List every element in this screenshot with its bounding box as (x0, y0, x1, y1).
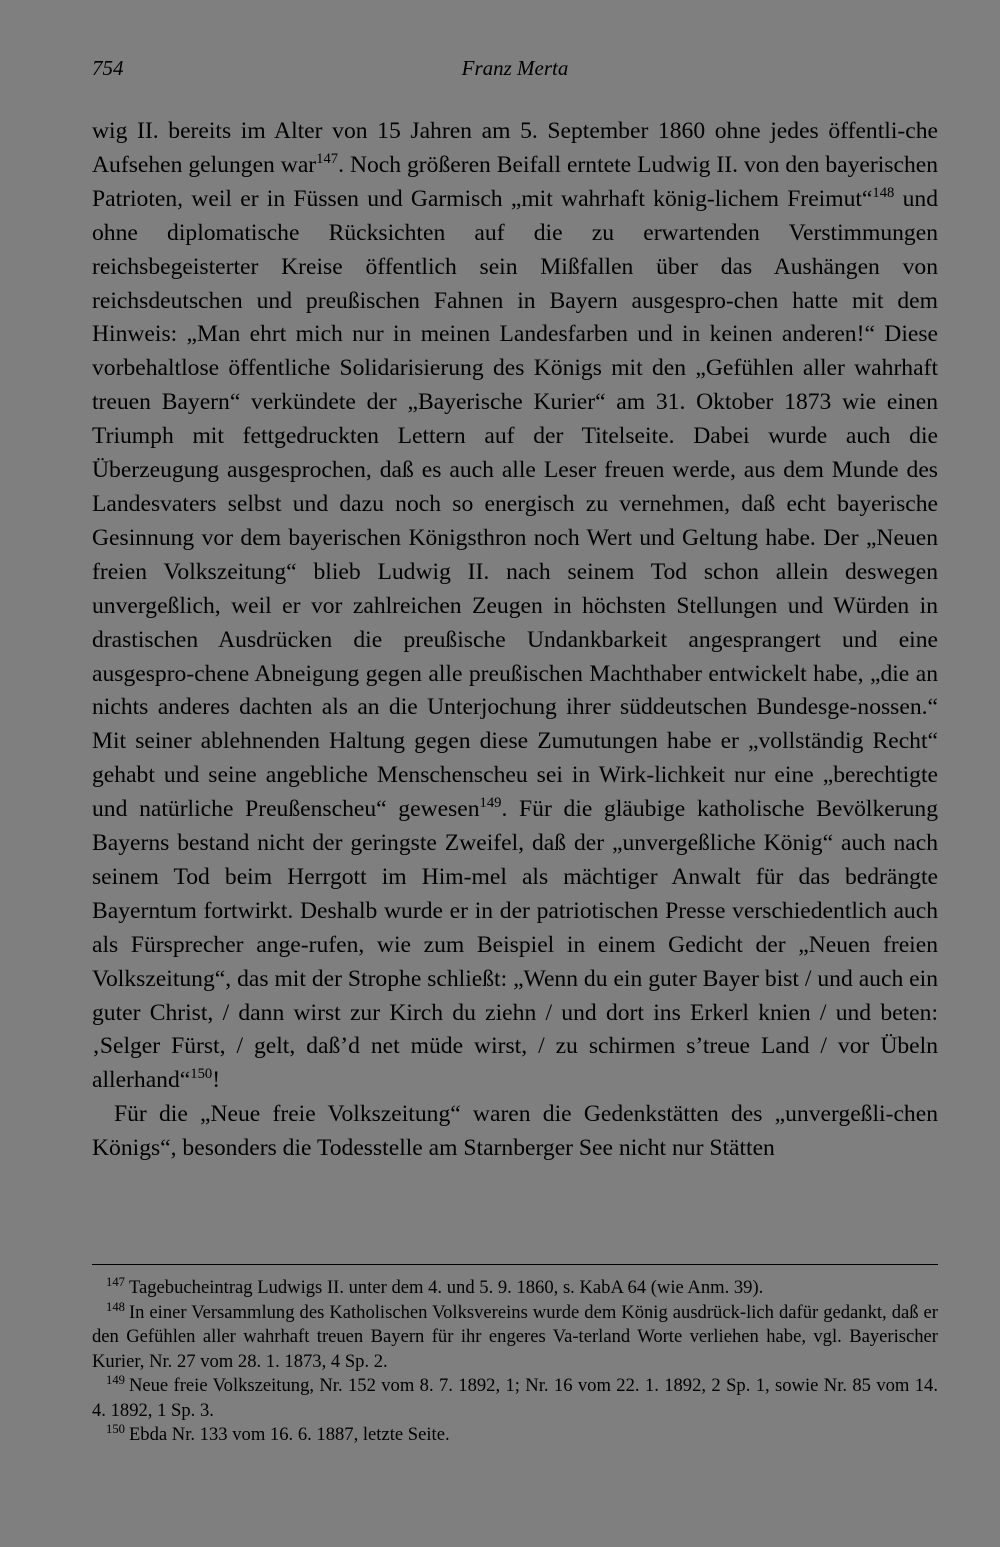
footnote-150 (92, 1423, 938, 1448)
page-number: 754 (92, 56, 124, 80)
running-head: Franz Merta (461, 56, 569, 80)
footnote-149 (92, 1374, 938, 1423)
footnote-number: 149 (106, 1373, 125, 1388)
text-run: ! (212, 1067, 221, 1094)
footnote-ref-150: 150 (190, 1066, 213, 1083)
body-text (92, 115, 938, 1166)
footnote-separator (92, 1264, 938, 1265)
footnote-number: 150 (106, 1422, 125, 1437)
paragraph-1 (92, 115, 938, 1098)
footnote-number: 147 (106, 1275, 125, 1290)
text-run: . Für die gläubige katholische Bevölkerung Bayerns bestand nicht der geringste Zweifel, daß der „unvergeßliche König“ auch nach seinem Tod beim Herrgott im Him-mel als mächtiger Anwalt für das bedrängte Bayerntum fortwirkt. Deshalb wurde er in der patriotischen Presse verschiedentlich auch als Fürsprecher ange-rufen, wie zum Beispiel in einem Gedicht der „Neuen freien Volkszeitung“, das mit der Strophe schließt: „Wenn du ein guter Bayer bist / und auch ein guter Christ, / dann wirst zur Kirch du ziehn / und dort ins Erkerl knien / und beten: ‚Selger Fürst, / gelt, daß’d net müde wirst, / zu schirmen s’treue Land / vor Übeln allerhand“ (92, 796, 938, 1094)
footnote-text: Ebda Nr. 133 vom 16. 6. 1887, letzte Seite. (128, 1424, 450, 1445)
footnote-text: In einer Versammlung des Katholischen Volksvereins wurde dem König ausdrück-lich dafür gedankt, daß er den Gefühlen aller wahrhaft treuen Bayern für ihr engeres Va-terland Worte verliehen habe, vgl. Bayerischer Kurier, Nr. 27 vom 28. 1. 1873, 4 Sp. 2. (92, 1301, 938, 1372)
footnote-text: Tagebucheintrag Ludwigs II. unter dem 4. und 5. 9. 1860, s. KabA 64 (wie Anm. 39). (128, 1277, 764, 1298)
text-run: . Noch größeren Beifall erntete Ludwig II. von den bayerischen Patrioten, weil er in Füssen und Garmisch „mit wahrhaft könig-lichem Freimut“ (92, 151, 939, 212)
footnote-text: Neue freie Volkszeitung, Nr. 152 vom 8. 7. 1892, 1; Nr. 16 vom 22. 1. 1892, 2 Sp. 1, sowie Nr. 85 vom 14. 4. 1892, 1 Sp. 3. (92, 1375, 938, 1421)
text-run: wig II. bereits im Alter von 15 Jahren am 5. September 1860 ohne jedes öffentli-che Aufsehen gelungen war (92, 118, 938, 178)
footnote-ref-148: 148 (872, 184, 895, 201)
page-header (92, 56, 938, 86)
footnote-148 (92, 1301, 938, 1375)
text-run: und ohne diplomatische Rücksichten auf die zu erwartenden Verstimmungen reichsbegeisterter Kreise öffentlich sein Mißfallen über das Aushängen von reichsdeutschen und preußischen Fahnen in Bayern ausgespro-chen hatte mit dem Hinweis: „Man ehrt mich nur in meinen Landesfarben und in keinen anderen!“ Diese vorbehaltlose öffentliche Solidarisierung des Königs mit den „Gefühlen aller wahrhaft treuen Bayern“ verkündete der „Bayerische Kurier“ am 31. Oktober 1873 wie einen Triumph mit fettgedruckten Lettern auf der Titelseite. Dabei wurde auch die Überzeugung ausgesprochen, daß es auch alle Leser freuen werde, aus dem Munde des Landesvaters selbst und dazu noch so energisch zu vernehmen, daß echt bayerische Gesinnung vor dem bayerischen Königsthron noch Wert und Geltung habe. Der „Neuen freien Volkszeitung“ blieb Ludwig II. nach seinem Tod schon allein deswegen unvergeßlich, weil er vor zahlreichen Zeugen in höchsten Stellungen und Würden in drastischen Ausdrücken die preußische Undankbarkeit angesprangert und eine ausgespro-chene Abneigung gegen alle preußischen Machthaber entwickelt habe, „die an nichts anderes dachten als an die Unterjochung ihrer süddeutschen Bundesge-nossen.“ Mit seiner ablehnenden Haltung gegen diese Zumutungen habe er „vollständig Recht“ gehabt und seine angebliche Menschenscheu sei in Wirk-lichkeit nur eine „berechtigte und natürliche Preußenscheu“ gewesen (92, 185, 938, 823)
paragraph-2: Für die „Neue freie Volkszeitung“ waren die Gedenkstätten des „unvergeßli-chen Königs“, besonders die Todesstelle am Starnberger See nicht nur Stätten (92, 1101, 938, 1162)
footnote-ref-149: 149 (479, 795, 502, 812)
footnotes (92, 1276, 938, 1448)
footnote-ref-147: 147 (316, 150, 339, 167)
footnote-number: 148 (106, 1299, 125, 1314)
footnote-147 (92, 1276, 938, 1301)
